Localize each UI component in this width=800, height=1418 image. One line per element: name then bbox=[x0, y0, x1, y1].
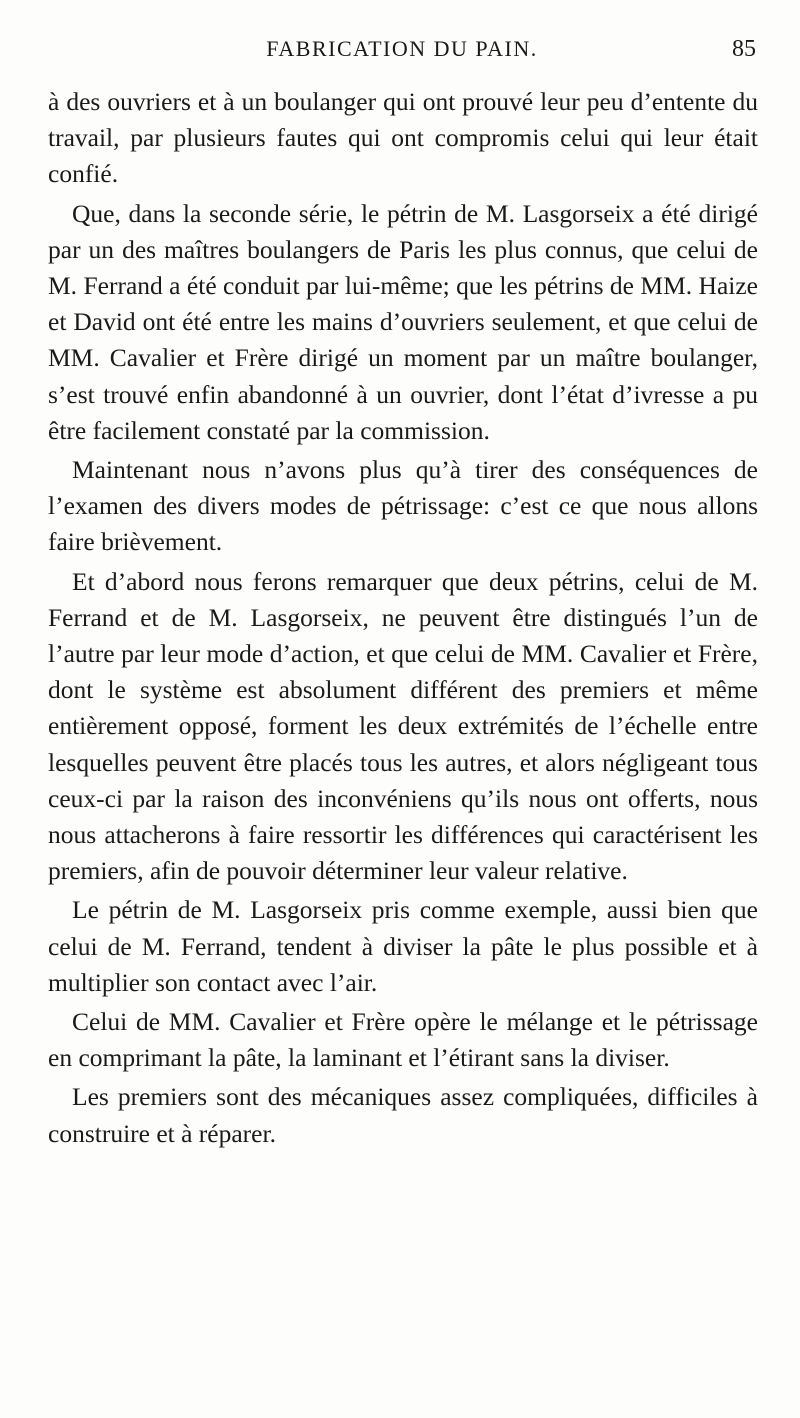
paragraph: Celui de MM. Cavalier et Frère opère le mélange et le pétrissage en comprimant la pâte, la laminant et l’étirant sans la diviser. bbox=[48, 1007, 758, 1073]
paragraph: Et d’abord nous ferons remarquer que deux pétrins, celui de M. Ferrand et de M. Lasgorseix, ne peuvent être distingués l’un de l’autre par leur mode d’action, et que celui de MM. Cavalier et Frère, dont le système est absolument différent des premiers et même entièrement opposé, forment les deux extrémités de l’échelle entre lesquelles peuvent être placés tous les autres, et alors négligeant tous ceux-ci par la raison des inconvéniens qu’ils nous ont offerts, nous nous attacherons à faire ressortir les différences qui caractérisent les premiers, afin de pouvoir déterminer leur valeur relative. bbox=[48, 566, 758, 886]
paragraph-continued: à des ouvriers et à un boulanger qui ont prouvé leur peu d’entente du travail, par plusieurs fautes qui ont compromis celui qui leur était confié. bbox=[48, 87, 758, 189]
page-number: 85 bbox=[732, 36, 756, 62]
body-text bbox=[48, 84, 758, 1152]
paragraph: Maintenant nous n’avons plus qu’à tirer des conséquences de l’examen des divers modes de pétrissage: c’est ce que nous allons faire brièvement. bbox=[48, 455, 758, 557]
running-head bbox=[48, 36, 756, 66]
paragraph: Le pétrin de M. Lasgorseix pris comme exemple, aussi bien que celui de M. Ferrand, tendent à diviser la pâte le plus possible et à multiplier son contact avec l’air. bbox=[48, 895, 758, 997]
paragraph: Que, dans la seconde série, le pétrin de M. Lasgorseix a été dirigé par un des maîtres boulangers de Paris les plus connus, que celui de M. Ferrand a été conduit par lui-même; que les pétrins de MM. Haize et David ont été entre les mains d’ouvriers seulement, et que celui de MM. Cavalier et Frère dirigé un moment par un maître boulanger, s’est trouvé enfin abandonné à un ouvrier, dont l’état d’ivresse a pu être facilement constaté par la commission. bbox=[48, 198, 758, 445]
running-title: FABRICATION DU PAIN. bbox=[266, 36, 538, 61]
paragraph: Les premiers sont des mécaniques assez compliquées, difficiles à construire et à réparer. bbox=[48, 1082, 758, 1148]
